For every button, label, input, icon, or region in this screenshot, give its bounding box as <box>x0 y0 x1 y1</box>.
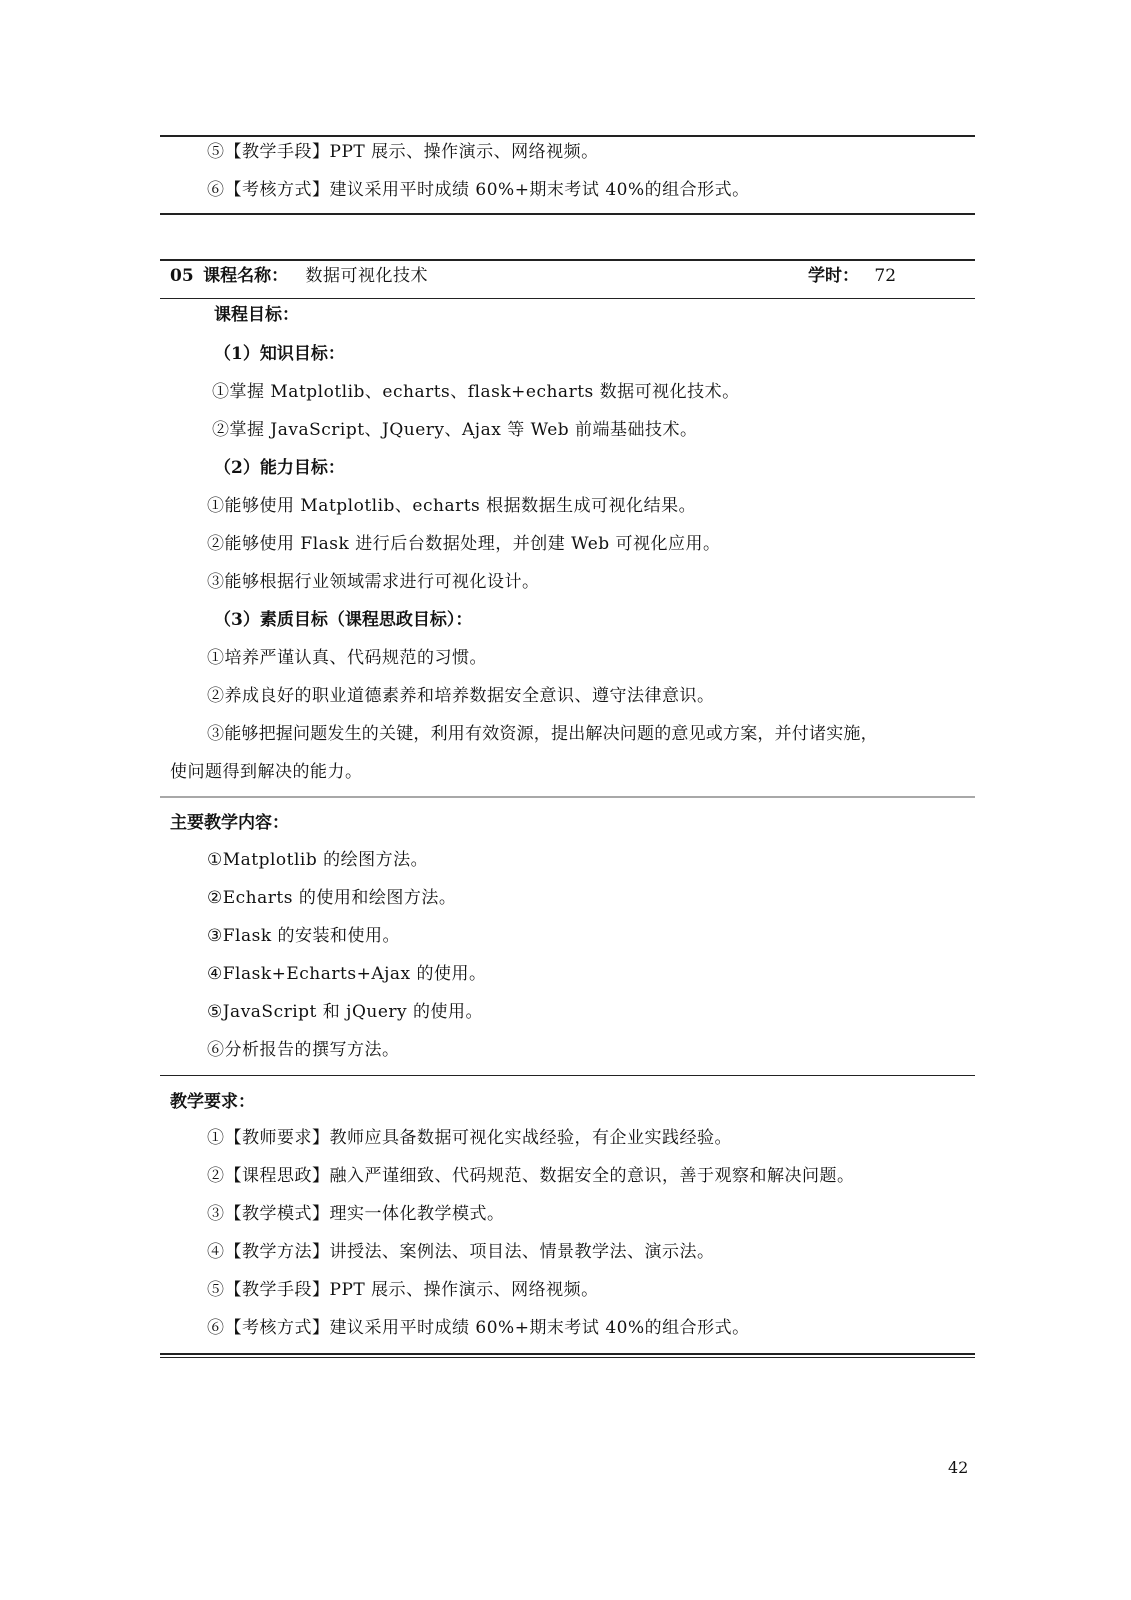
content-heading: 主要教学内容： <box>170 813 289 833</box>
knowledge-heading: （1）知识目标： <box>214 344 345 364</box>
objectives-rule <box>160 796 975 798</box>
content-rule <box>160 1075 975 1076</box>
page-number: 42 <box>948 1458 969 1477</box>
ability-item: ①能够使用 Matplotlib、echarts 根据数据生成可视化结果。 <box>207 496 697 516</box>
requirement-item: ③【教学模式】理实一体化教学模式。 <box>207 1204 505 1224</box>
course-header-rule-bottom <box>160 298 975 299</box>
objectives-heading: 课程目标： <box>214 305 299 325</box>
quality-item: ①培养严谨认真、代码规范的习惯。 <box>207 648 487 668</box>
content-item: ①Matplotlib 的绘图方法。 <box>207 850 429 870</box>
requirements-rule-double <box>160 1357 975 1358</box>
requirement-item: ②【课程思政】融入严谨细致、代码规范、数据安全的意识，善于观察和解决问题。 <box>207 1166 855 1186</box>
course-hours-label: 学时： <box>808 266 859 286</box>
course-header <box>170 264 428 288</box>
content-item: ②Echarts 的使用和绘图方法。 <box>207 888 457 908</box>
top-item-teaching-means: ⑤【教学手段】PPT 展示、操作演示、网络视频。 <box>207 142 599 162</box>
content-item: ④Flask+Echarts+Ajax 的使用。 <box>207 964 487 984</box>
quality-item-continuation: 使问题得到解决的能力。 <box>170 762 363 782</box>
knowledge-item: ①掌握 Matplotlib、echarts、flask+echarts 数据可视化技术。 <box>212 382 740 402</box>
ability-heading: （2）能力目标： <box>214 458 345 478</box>
knowledge-item: ②掌握 JavaScript、JQuery、Ajax 等 Web 前端基础技术。 <box>212 420 698 440</box>
requirements-heading: 教学要求： <box>170 1092 255 1112</box>
top-item-assessment: ⑥【考核方式】建议采用平时成绩 60%+期末考试 40%的组合形式。 <box>207 180 750 200</box>
requirement-item: ⑥【考核方式】建议采用平时成绩 60%+期末考试 40%的组合形式。 <box>207 1318 750 1338</box>
course-hours-value: 72 <box>874 266 897 286</box>
quality-item: ②养成良好的职业道德素养和培养数据安全意识、遵守法律意识。 <box>207 686 715 706</box>
requirements-rule <box>160 1353 975 1355</box>
content-item: ⑥分析报告的撰写方法。 <box>207 1040 400 1060</box>
requirement-item: ①【教师要求】教师应具备数据可视化实战经验，有企业实践经验。 <box>207 1128 732 1148</box>
requirement-item: ④【教学方法】讲授法、案例法、项目法、情景教学法、演示法。 <box>207 1242 715 1262</box>
course-name: 数据可视化技术 <box>305 266 428 286</box>
top-rule <box>160 135 975 137</box>
top-bottom-rule <box>160 213 975 215</box>
content-item: ⑤JavaScript 和 jQuery 的使用。 <box>207 1002 484 1022</box>
course-name-label: 课程名称： <box>203 266 289 286</box>
course-header-rule-top <box>160 259 975 261</box>
ability-item: ③能够根据行业领域需求进行可视化设计。 <box>207 572 540 592</box>
requirement-item: ⑤【教学手段】PPT 展示、操作演示、网络视频。 <box>207 1280 599 1300</box>
content-item: ③Flask 的安装和使用。 <box>207 926 401 946</box>
course-hours <box>808 264 896 288</box>
quality-heading: （3）素质目标（课程思政目标）： <box>214 610 473 630</box>
course-number: 05 <box>170 266 194 286</box>
ability-item: ②能够使用 Flask 进行后台数据处理，并创建 Web 可视化应用。 <box>207 534 721 554</box>
quality-item: ③能够把握问题发生的关键，利用有效资源，提出解决问题的意见或方案，并付诸实施， <box>207 724 878 744</box>
